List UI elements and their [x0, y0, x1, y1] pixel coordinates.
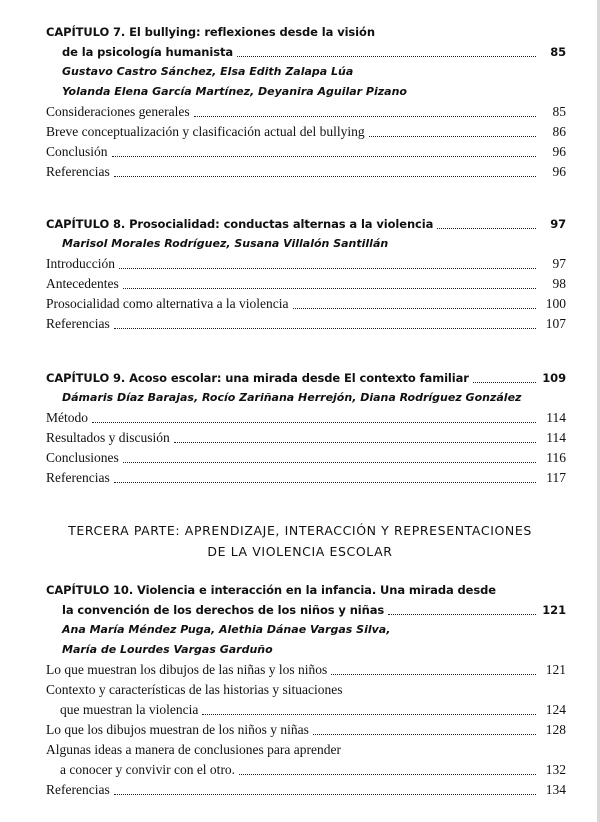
entry-label: Yolanda Elena García Martínez, Deyanira Aguilar Pizano — [62, 85, 407, 98]
entry-label: Método — [46, 410, 88, 425]
page-number: 86 — [552, 124, 566, 139]
entry-label: que muestran la violencia — [60, 702, 199, 717]
entry-label: Antecedentes — [46, 276, 119, 291]
page-number: 116 — [546, 450, 566, 465]
page-number: 128 — [545, 722, 566, 737]
page-number: 117 — [546, 470, 566, 485]
page-number: 121 — [545, 662, 566, 677]
toc-entry — [46, 740, 566, 760]
page-number: 132 — [545, 762, 566, 777]
dot-leader — [114, 482, 536, 483]
dot-leader — [114, 328, 536, 329]
toc-entry — [46, 660, 566, 680]
page-number: 124 — [545, 702, 566, 717]
toc-entry — [46, 720, 566, 740]
toc-entry — [46, 780, 566, 800]
entry-label: Lo que los dibujos muestran de los niños y niñas — [46, 722, 309, 737]
chapter-9 — [46, 368, 566, 488]
toc-entry — [46, 294, 566, 314]
chapter-authors — [46, 234, 566, 254]
entry-label: CAPÍTULO 8. Prosocialidad: conductas alternas a la violencia — [46, 217, 434, 231]
chapter-title — [46, 580, 566, 600]
entry-label: María de Lourdes Vargas Garduño — [62, 643, 273, 656]
chapter-authors — [46, 640, 566, 660]
page-number: 96 — [552, 144, 566, 159]
entry-label: Ana María Méndez Puga, Alethia Dánae Vargas Silva, — [62, 623, 391, 636]
entry-label: Referencias — [46, 782, 110, 797]
page-number: 114 — [546, 430, 566, 445]
dot-leader — [123, 288, 536, 289]
entry-label: Consideraciones generales — [46, 104, 190, 119]
dot-leader — [123, 462, 536, 463]
dot-leader — [437, 228, 536, 229]
page-number: 121 — [542, 603, 566, 617]
dot-leader — [369, 136, 536, 137]
chapter-title-cont — [46, 600, 566, 620]
entry-label: Introducción — [46, 256, 115, 271]
part-heading — [40, 520, 560, 562]
entry-label: Conclusión — [46, 144, 108, 159]
dot-leader — [473, 382, 536, 383]
page-number: 96 — [552, 164, 566, 179]
page-number: 100 — [545, 296, 566, 311]
dot-leader — [174, 442, 536, 443]
toc-entry — [46, 408, 566, 428]
dot-leader — [293, 308, 536, 309]
entry-label: CAPÍTULO 10. Violencia e interacción en la infancia. Una mirada desde — [46, 583, 496, 597]
dot-leader — [119, 268, 536, 269]
entry-label: Dámaris Díaz Barajas, Rocío Zariñana Herrejón, Diana Rodríguez González — [62, 391, 522, 404]
toc-entry — [46, 680, 566, 700]
toc-entry-cont — [46, 700, 566, 720]
chapter-title — [46, 214, 566, 234]
page-number: 107 — [545, 316, 566, 331]
page-number: 109 — [542, 371, 566, 385]
dot-leader — [331, 674, 536, 675]
dot-leader — [388, 614, 536, 615]
chapter-authors — [46, 620, 566, 640]
toc-entry-cont — [46, 760, 566, 780]
toc-entry — [46, 314, 566, 334]
toc-entry — [46, 122, 566, 142]
dot-leader — [112, 156, 536, 157]
entry-label: Algunas ideas a manera de conclusiones para aprender — [46, 742, 341, 757]
toc-entry — [46, 428, 566, 448]
dot-leader — [114, 794, 536, 795]
page-number: 85 — [552, 104, 566, 119]
entry-label: Conclusiones — [46, 450, 119, 465]
chapter-title — [46, 368, 566, 388]
entry-label: CAPÍTULO 7. El bullying: reflexiones desde la visión — [46, 25, 375, 39]
entry-label: Referencias — [46, 470, 110, 485]
toc-entry — [46, 142, 566, 162]
toc-entry — [46, 274, 566, 294]
toc-entry — [46, 102, 566, 122]
dot-leader — [92, 422, 536, 423]
chapter-authors — [46, 388, 566, 408]
toc-entry — [46, 468, 566, 488]
dot-leader — [239, 774, 536, 775]
chapter-authors — [46, 62, 566, 82]
page-number: 98 — [552, 276, 566, 291]
toc-entry — [46, 162, 566, 182]
page-number: 97 — [550, 217, 566, 231]
chapter-7 — [46, 22, 566, 182]
dot-leader — [313, 734, 536, 735]
entry-label: la convención de los derechos de los niños y niñas — [62, 603, 385, 617]
dot-leader — [194, 116, 536, 117]
entry-label: Referencias — [46, 316, 110, 331]
toc-entry — [46, 254, 566, 274]
entry-label: Resultados y discusión — [46, 430, 170, 445]
part-heading-line: DE LA VIOLENCIA ESCOLAR — [207, 544, 393, 559]
part-heading-line: TERCERA PARTE: APRENDIZAJE, INTERACCIÓN Y REPRESENTACIONES — [68, 523, 532, 538]
entry-label: Gustavo Castro Sánchez, Elsa Edith Zalapa Lúa — [62, 65, 354, 78]
entry-label: Contexto y características de las historias y situaciones — [46, 682, 343, 697]
entry-label: Referencias — [46, 164, 110, 179]
entry-label: Prosocialidad como alternativa a la violencia — [46, 296, 289, 311]
entry-label: Marisol Morales Rodríguez, Susana Villalón Santillán — [62, 237, 389, 250]
entry-label: a conocer y convivir con el otro. — [60, 762, 236, 777]
page-number: 114 — [546, 410, 566, 425]
toc-entry — [46, 448, 566, 468]
dot-leader — [114, 176, 536, 177]
chapter-authors — [46, 82, 566, 102]
page-number: 85 — [550, 45, 566, 59]
dot-leader — [237, 56, 536, 57]
chapter-title-cont — [46, 42, 566, 62]
dot-leader — [202, 714, 536, 715]
entry-label: Lo que muestran los dibujos de las niñas y los niños — [46, 662, 328, 677]
page-number: 97 — [552, 256, 566, 271]
chapter-8 — [46, 214, 566, 334]
entry-label: CAPÍTULO 9. Acoso escolar: una mirada desde El contexto familiar — [46, 371, 469, 385]
chapter-10 — [46, 580, 566, 800]
page-number: 134 — [545, 782, 566, 797]
entry-label: Breve conceptualización y clasificación actual del bullying — [46, 124, 365, 139]
chapter-title — [46, 22, 566, 42]
entry-label: de la psicología humanista — [62, 45, 234, 59]
